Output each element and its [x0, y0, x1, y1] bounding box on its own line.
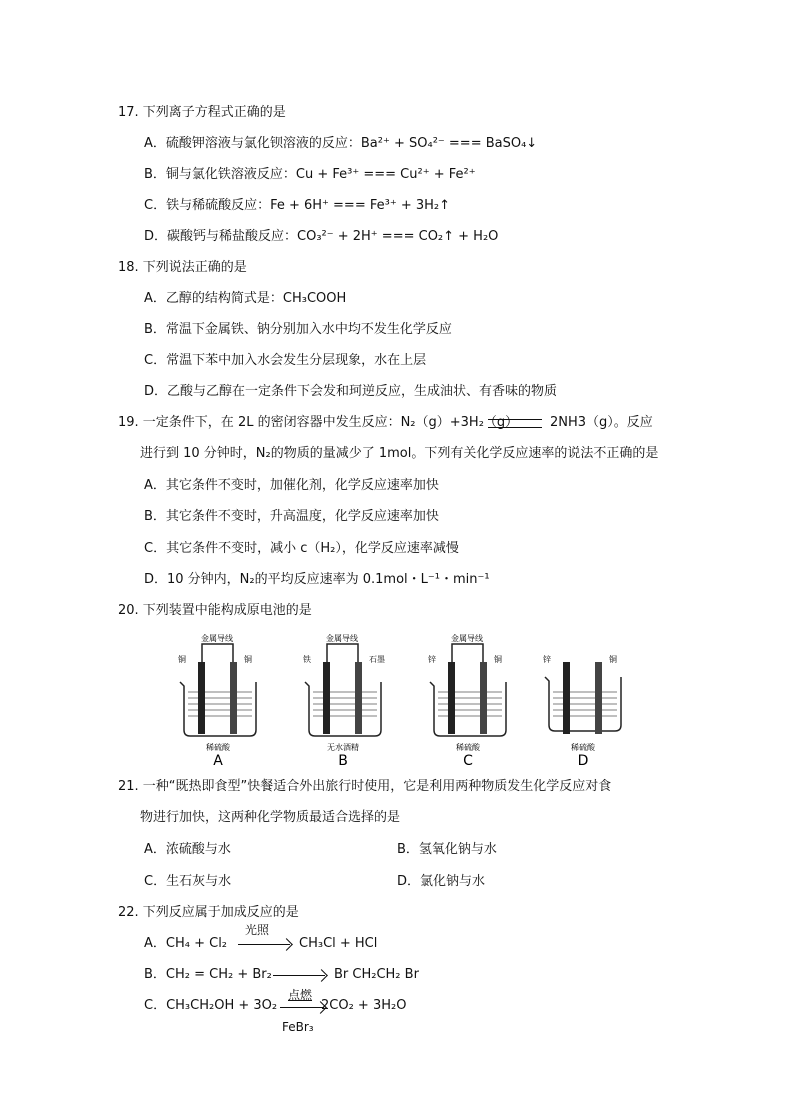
q22-option-c-products: 2CO₂ + 3H₂O [321, 998, 407, 1013]
cell-device-a [178, 633, 256, 767]
right-electrode-label: 石墨 [369, 655, 385, 664]
q19-option-b: B．其它条件不变时，升高温度，化学反应速率加快 [144, 509, 439, 524]
question-17-stem: 17. 下列离子方程式正确的是 [118, 105, 286, 120]
question-19-stem-cont: 进行到 10 分钟时，N₂的物质的量减少了 1mol。下列有关化学反应速率的说法不正确的是 [140, 446, 659, 461]
q22-a-condition: 光照 [245, 923, 270, 937]
q18-option-d: D．乙酸与乙醇在一定条件下会发和珂逆反应，生成油状、有香味的物质 [144, 384, 558, 399]
right-electrode-label: 铜 [244, 655, 252, 664]
left-electrode-label: 铜 [178, 655, 186, 664]
right-electrode-label: 铜 [494, 655, 502, 664]
question-19-stem-end: 2NH3（g）。反应 [550, 415, 653, 430]
equilibrium-arrow-icon [488, 419, 542, 428]
q22-c-condition: 点燃 [288, 988, 313, 1002]
q21-option-b: B．氢氧化钠与水 [397, 842, 497, 857]
question-18-stem: 18. 下列说法正确的是 [118, 260, 247, 275]
galvanic-cell-figure [170, 632, 630, 767]
question-20-stem: 20. 下列装置中能构成原电池的是 [118, 603, 312, 618]
q18-option-b: B．常温下金属铁、钠分别加入水中均不发生化学反应 [144, 322, 452, 337]
device-letter: B [338, 753, 348, 767]
electrolyte-label: 稀硫酸 [206, 743, 230, 752]
device-letter: A [213, 753, 223, 767]
q17-option-a: A．硫酸钾溶液与氯化钡溶液的反应：Ba²⁺ + SO₄²⁻ === BaSO₄↓ [144, 136, 538, 151]
cell-device-d [543, 654, 621, 767]
q18-option-c: C．常温下苯中加入水会发生分层现象，水在上层 [144, 353, 427, 368]
question-21-stem-cont: 物进行加快，这两种化学物质最适合选择的是 [140, 810, 401, 825]
q17-option-d: D．碳酸钙与稀盐酸反应：CO₃²⁻ + 2H⁺ === CO₂↑ + H₂O [144, 229, 499, 244]
cell-device-b [303, 633, 385, 767]
right-electrode-label: 铜 [609, 655, 617, 664]
wire-label: 金属导线 [451, 634, 483, 643]
q22-option-a-products: CH₃Cl + HCl [299, 936, 378, 951]
q19-option-a: A．其它条件不变时，加催化剂，化学反应速率加快 [144, 478, 439, 493]
question-21-stem: 21. 一种“既热即食型”快餐适合外出旅行时使用，它是利用两种物质发生化学反应对食 [118, 779, 612, 794]
q21-option-a: A．浓硫酸与水 [144, 842, 231, 857]
q22-option-b-reactants: B．CH₂ = CH₂ + Br₂ [144, 967, 272, 982]
q22-option-c-reactants: C．CH₃CH₂OH + 3O₂ [144, 998, 278, 1013]
q17-option-b: B．铜与氯化铁溶液反应：Cu + Fe³⁺ === Cu²⁺ + Fe²⁺ [144, 167, 476, 182]
q21-option-c: C．生石灰与水 [144, 874, 232, 889]
left-electrode-label: 铁 [303, 655, 311, 664]
device-letter: C [463, 753, 473, 767]
electrolyte-label: 稀硫酸 [456, 743, 480, 752]
q18-option-a: A．乙醇的结构简式是：CH₃COOH [144, 291, 347, 306]
q22-catalyst-label: FeBr₃ [282, 1020, 314, 1034]
wire-label: 金属导线 [326, 634, 358, 643]
reaction-arrow-icon [273, 975, 325, 976]
wire-label: 金属导线 [201, 634, 233, 643]
q19-option-c: C．其它条件不变时，减小 c（H₂），化学反应速率减慢 [144, 541, 459, 556]
q21-option-d: D．氯化钠与水 [397, 874, 486, 889]
reaction-arrow-icon [280, 1007, 324, 1008]
left-electrode-label: 锌 [428, 655, 436, 664]
q22-option-a-reactants: A．CH₄ + Cl₂ [144, 936, 228, 951]
q17-option-c: C．铁与稀硫酸反应：Fe + 6H⁺ === Fe³⁺ + 3H₂↑ [144, 198, 450, 213]
device-letter: D [577, 753, 589, 767]
left-electrode-label: 锌 [543, 655, 551, 664]
cell-device-c [428, 633, 506, 767]
q22-option-b-products: Br CH₂CH₂ Br [334, 967, 419, 982]
reaction-arrow-icon [238, 944, 290, 945]
q19-option-d: D．10 分钟内，N₂的平均反应速率为 0.1mol・L⁻¹・min⁻¹ [144, 572, 490, 587]
electrolyte-label: 无水酒精 [327, 743, 359, 752]
question-22-stem: 22. 下列反应属于加成反应的是 [118, 905, 299, 920]
electrolyte-label: 稀硫酸 [571, 743, 595, 752]
question-19-stem: 19. 一定条件下，在 2L 的密闭容器中发生反应：N₂（g）+3H₂（g） [118, 415, 519, 430]
